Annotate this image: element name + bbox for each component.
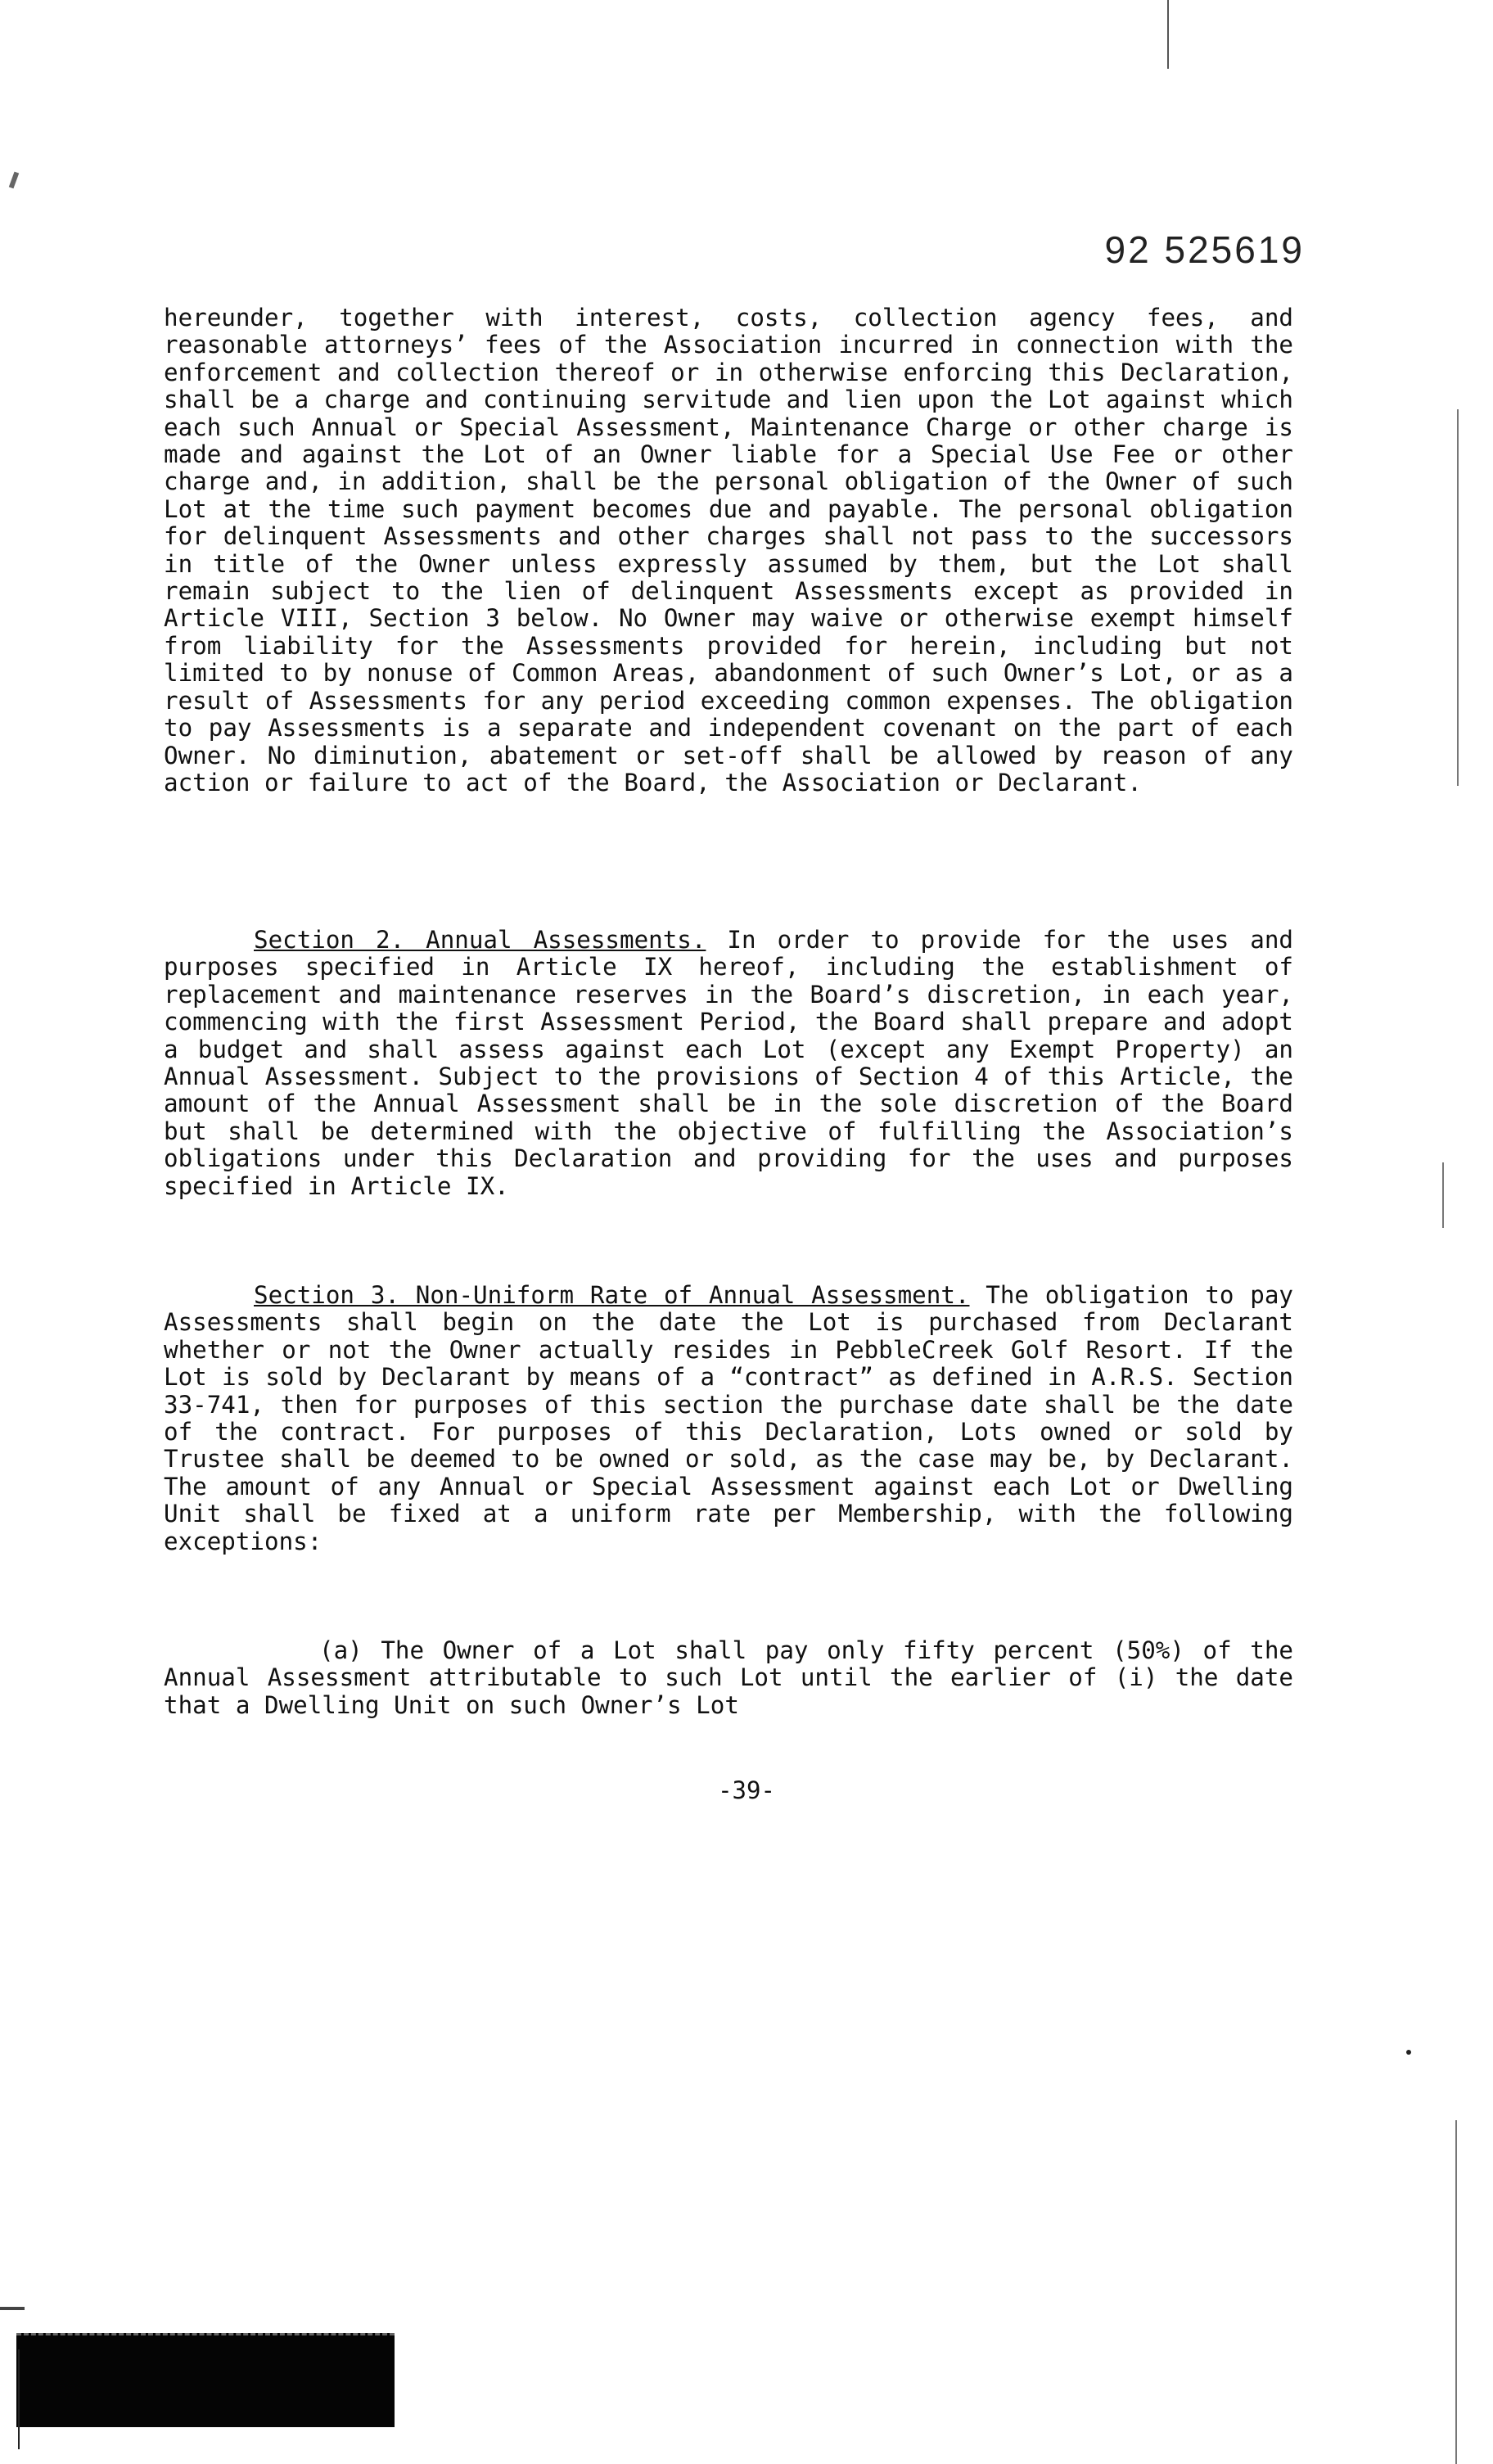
scan-artifact-line [1455, 2120, 1457, 2464]
scan-artifact-tick [9, 172, 19, 189]
section-3-non-uniform-rate [164, 1282, 1293, 1555]
paragraph-continuation [164, 305, 1293, 797]
scan-artifact-black-bar [16, 2333, 395, 2427]
scan-artifact-line [1442, 1162, 1444, 1228]
scan-artifact-edge [18, 2349, 20, 2449]
section-2-annual-assessments [164, 927, 1293, 1200]
section-3-heading: Section 3. Non-Uniform Rate of Annual Assessment. [254, 1281, 970, 1309]
recording-number: 92 525619 [1104, 228, 1305, 271]
scan-artifact-dash [0, 2307, 25, 2310]
subsection-a-text: (a) The Owner of a Lot shall pay only fifty percent (50%) of the Annual Assessment attributable to such Lot until the earlier of (i) the date that a Dwelling Unit on such Owner’s Lot [164, 1636, 1293, 1719]
paragraph-text: hereunder, together with interest, costs, collection agency fees, and reasonable attorneys’ fees of the Association incurred in connection with the enforcement and collection thereof or in otherwise enforcing this Declaration, shall be a charge and continuing servitude and lien upon the Lot against which each such Annual or Special Assessment, Maintenance Charge or other charge is made and against the Lot of an Owner liable for a Special Use Fee or other charge and, in addition, shall be the personal obligation of the Owner of such Lot at the time such payment becomes due and payable. The personal obligation for delinquent Assessments and other charges shall not pass to the successors in title of the Owner unless expressly assumed by them, but the Lot shall remain subject to the lien of delinquent Assessments except as provided in Article VIII, Section 3 below. No Owner may waive or otherwise exempt himself from liability for the Assessments provided for herein, including but not limited to by nonuse of Common Areas, abandonment of such Owner’s Lot, or as a result of Assessments for any period exceeding common expenses. The obligation to pay Assessments is a separate and independent covenant on the part of each Owner. No diminution, abatement or set-off shall be allowed by reason of any action or failure to act of the Board, the Association or Declarant. [164, 304, 1293, 797]
section-3-paragraph [164, 1282, 1293, 1555]
section-2-text: In order to provide for the uses and purposes specified in Article IX hereof, including the establishment of replacement and maintenance reserves in the Board’s discretion, in each year, commencing with the first Assessment Period, the Board shall prepare and adopt a budget and shall assess against each Lot (except any Exempt Property) an Annual Assessment. Subject to the provisions of Section 4 of this Article, the amount of the Annual Assessment shall be in the sole discretion of the Board but shall be determined with the objective of fulfilling the Association’s obligations under this Declaration and providing for the uses and purposes specified in Article IX. [164, 926, 1293, 1200]
scan-artifact-dot [1406, 2050, 1411, 2055]
page-number: -39- [718, 1776, 775, 1804]
subsection-a [164, 1637, 1293, 1719]
section-3-text: The obligation to pay Assessments shall begin on the date the Lot is purchased from Declarant whether or not the Owner actually resides in PebbleCreek Golf Resort. If the Lot is sold by Declarant by means of a “contract” as defined in A.R.S. Section 33-741, then for purposes of this section the purchase date shall be the date of the contract. For purposes of this Declaration, Lots owned or sold by Trustee shall be deemed to be owned or sold, as the case may be, by Declarant. The amount of any Annual or Special Assessment against each Lot or Dwelling Unit shall be fixed at a uniform rate per Membership, with the following exceptions: [164, 1281, 1294, 1555]
scan-artifact-line [1167, 0, 1169, 69]
section-2-heading: Section 2. Annual Assessments. [254, 926, 706, 954]
scan-artifact-line [1457, 409, 1459, 786]
section-2-paragraph [164, 927, 1293, 1200]
